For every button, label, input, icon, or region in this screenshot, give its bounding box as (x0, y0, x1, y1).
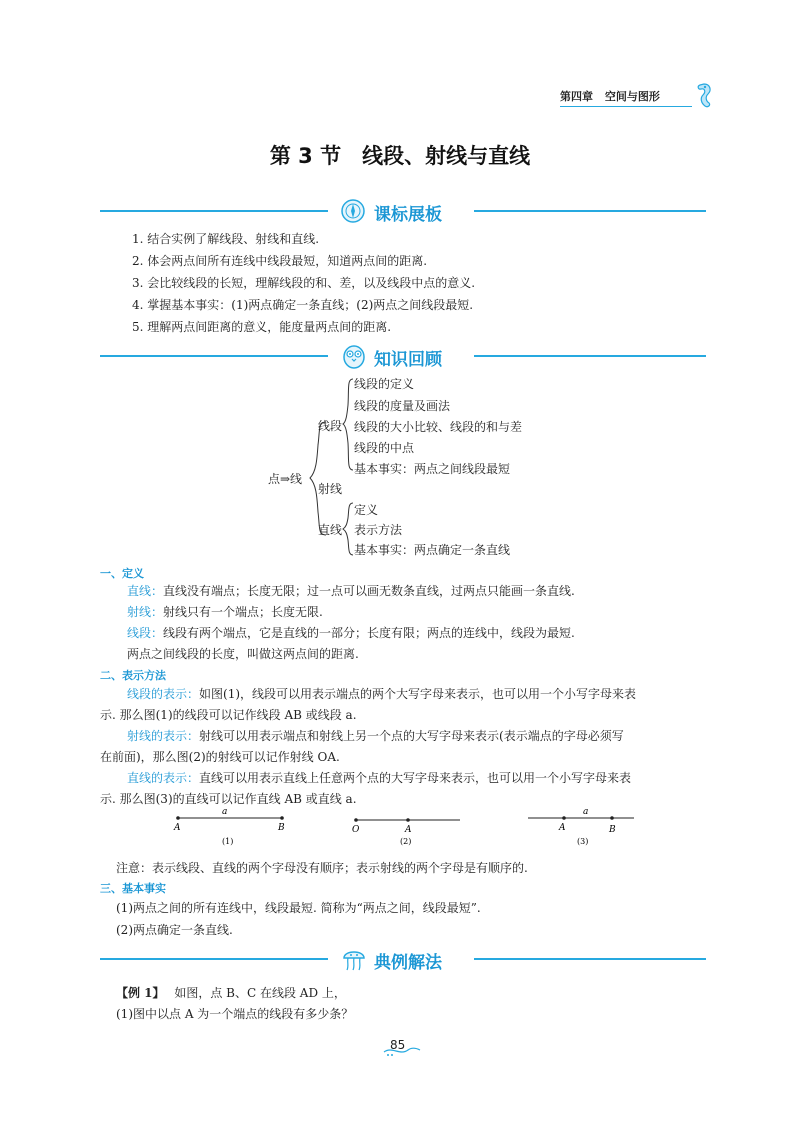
term-ray: 射线： (127, 605, 164, 619)
example-text: 如图，点 B、C 在线段 AD 上， (174, 986, 346, 1000)
tree-segment-item: 线段的中点 (354, 441, 415, 455)
notation-line (127, 768, 631, 788)
header-underline (560, 106, 692, 107)
fig2-caption: (2) (400, 837, 412, 846)
term-segment: 线段： (127, 626, 164, 640)
standard-item: 5. 理解两点间距离的意义，能度量两点间的距离. (132, 320, 392, 334)
banner-title-review: 知识回顾 (374, 350, 442, 370)
standard-item: 2. 体会两点间所有连线中线段最短，知道两点间的距离. (132, 254, 428, 268)
tree-line-item: 定义 (354, 503, 379, 517)
tree-root: 点⇒线 (268, 472, 303, 486)
banner-line-left (100, 958, 328, 960)
notation-segment-text: 如图(1)，线段可以用表示端点的两个大写字母来表示，也可以用一个小写字母来表 (199, 687, 637, 701)
banner-title-examples: 典例解法 (374, 953, 442, 973)
fig1-label-a: a (222, 807, 228, 817)
page-number: 85 (390, 1038, 406, 1052)
notation-ray-text: 射线可以用表示端点和射线上另一个点的大写字母来表示(表示端点的字母必须写 (199, 729, 624, 743)
notation-note: 注意：表示线段、直线的两个字母没有顺序；表示射线的两个字母是有顺序的. (116, 861, 528, 875)
figures (150, 806, 670, 856)
standard-item: 4. 掌握基本事实：(1)两点确定一条直线；(2)两点之间线段最短. (132, 298, 474, 312)
definition-ray (127, 602, 323, 622)
fig2-label-A: A (405, 825, 412, 835)
fact-item: (2)两点确定一条直线. (116, 923, 233, 937)
banner-line-right (474, 355, 706, 357)
banner-line-right (474, 210, 706, 212)
banner-line-right (474, 958, 706, 960)
example-label: 【例 1】 (116, 986, 165, 1000)
figure-segment (173, 807, 285, 846)
definition-line-text: 直线没有端点；长度无限；过一点可以画无数条直线，过两点只能画一条直线. (163, 584, 575, 598)
seahorse-icon (690, 80, 716, 110)
example-question: (1)图中以点 A 为一个端点的线段有多少条？ (116, 1007, 354, 1021)
compass-icon (340, 198, 366, 224)
term-segment-notation: 线段的表示： (127, 687, 200, 701)
example-1 (116, 983, 346, 1003)
owl-icon (340, 341, 368, 369)
banner-line-left (100, 210, 328, 212)
fig1-label-A: A (174, 823, 181, 833)
definition-ray-text: 射线只有一个端点；长度无限. (163, 605, 323, 619)
figure-line (528, 807, 634, 846)
definition-segment-text: 线段有两个端点，它是直线的一部分；长度有限；两点的连线中，线段为最短. (163, 626, 575, 640)
tree-segment-item: 基本事实：两点之间线段最短 (354, 462, 511, 476)
standard-item: 1. 结合实例了解线段、射线和直线. (132, 232, 320, 246)
definition-distance: 两点之间线段的长度，叫做这两点间的距离. (127, 647, 359, 661)
term-ray-notation: 射线的表示： (127, 729, 200, 743)
section-heading-definition: 一、定义 (100, 567, 144, 580)
definition-segment (127, 623, 575, 643)
jellyfish-icon (340, 944, 368, 972)
brace-line (341, 500, 355, 558)
section-heading-notation: 二、表示方法 (100, 669, 166, 682)
fig3-label-B: B (609, 825, 616, 835)
chapter-title: 空间与图形 (604, 90, 660, 103)
notation-segment-cont: 示. 那么图(1)的线段可以记作线段 AB 或线段 a. (100, 708, 357, 722)
tree-line-item: 表示方法 (354, 523, 403, 537)
fact-item: (1)两点之间的所有连线中，线段最短. 简称为“两点之间，线段最短”. (116, 901, 481, 915)
fig3-caption: (3) (577, 837, 589, 846)
section-heading-facts: 三、基本事实 (100, 882, 166, 895)
definition-line (127, 581, 575, 601)
page-title: 第 3 节 线段、射线与直线 (269, 144, 531, 168)
tree-segment-item: 线段的度量及画法 (354, 399, 451, 413)
fig1-label-B: B (278, 823, 285, 833)
banner-line-left (100, 355, 328, 357)
term-line: 直线： (127, 584, 164, 598)
standard-item: 3. 会比较线段的长短，理解线段的和、差，以及线段中点的意义. (132, 276, 476, 290)
term-line-notation: 直线的表示： (127, 771, 200, 785)
tree-line-label: 直线 (318, 523, 343, 537)
tree-line-item: 基本事实：两点确定一条直线 (354, 543, 511, 557)
notation-line-text: 直线可以用表示直线上任意两个点的大写字母来表示，也可以用一个小写字母来表 (199, 771, 632, 785)
chapter-label: 第四章 (560, 90, 593, 103)
tree-segment-label: 线段 (318, 419, 343, 433)
banner-title-standards: 课标展板 (374, 205, 442, 225)
notation-line-cont: 示. 那么图(3)的直线可以记作直线 AB 或直线 a. (100, 792, 357, 806)
notation-segment (127, 684, 636, 704)
fig3-label-A: A (559, 823, 566, 833)
chapter-header (560, 88, 660, 104)
fig1-caption: (1) (222, 837, 234, 846)
tree-segment-item: 线段的定义 (354, 377, 415, 391)
tree-ray-label: 射线 (318, 482, 343, 496)
tree-segment-item: 线段的大小比较、线段的和与差 (354, 420, 523, 434)
notation-ray-cont: 在前面)，那么图(2)的射线可以记作射线 OA. (100, 750, 340, 764)
notation-ray (127, 726, 624, 746)
fig2-label-O: O (352, 825, 360, 835)
brace-segment (341, 375, 355, 475)
figure-ray (352, 818, 460, 846)
fig3-label-a: a (583, 807, 589, 817)
